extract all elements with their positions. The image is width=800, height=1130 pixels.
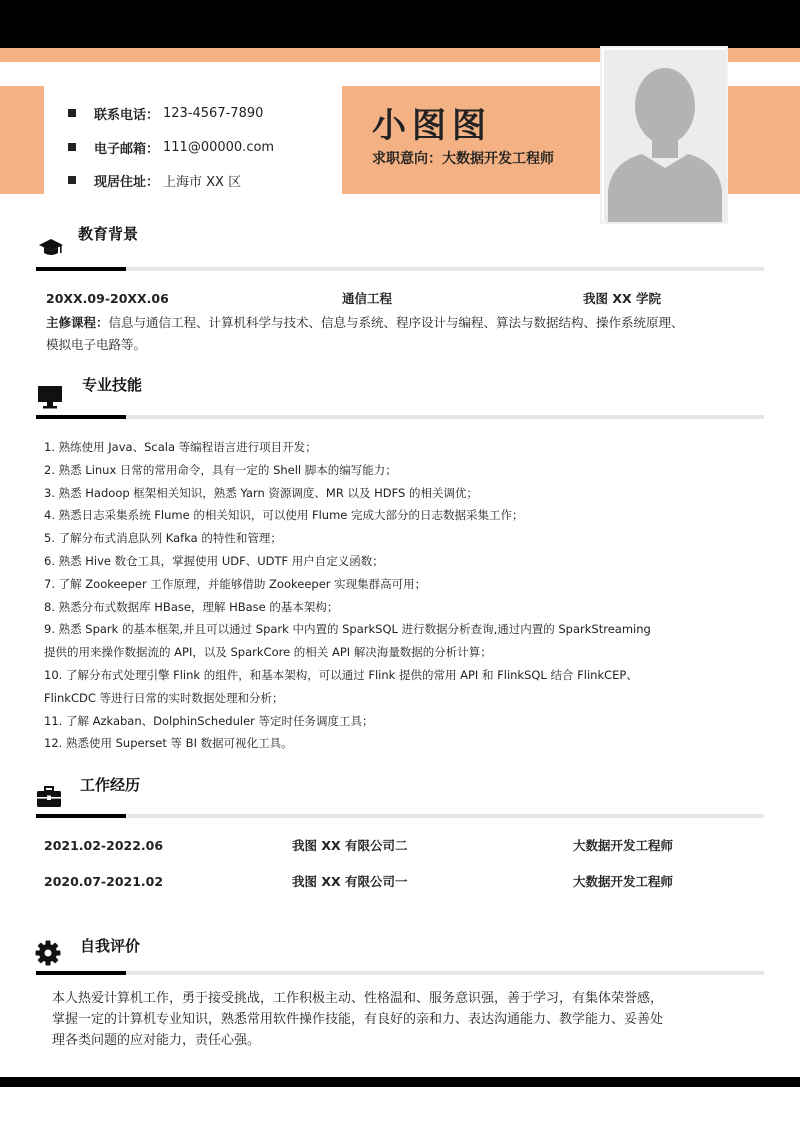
contact-value: 上海市 XX 区: [163, 174, 242, 190]
skill-item: 7. 了解 Zookeeper 工作原理，并能够借助 Zookeeper 实现集群高可用；: [44, 576, 427, 591]
skill-item: 5. 了解分布式消息队列 Kafka 的特性和管理；: [44, 531, 282, 546]
skill-item: 2. 熟悉 Linux 日常的常用命令，具有一定的 Shell 脚本的编写能力；: [44, 462, 397, 477]
bullet-square: [68, 176, 76, 184]
self-evaluation-text: [52, 988, 764, 1051]
work-role: 大数据开发工程师: [573, 838, 674, 853]
objective-label: 求职意向：: [372, 151, 442, 167]
section-divider: [36, 814, 764, 818]
contact-label: 电子邮箱：: [94, 141, 160, 157]
top-black-bar: [0, 0, 800, 48]
work-period: 2021.02-2022.06: [44, 838, 164, 853]
courses-label: 主修课程：: [46, 315, 109, 330]
contact-value: 123-4567-7890: [163, 105, 264, 121]
work-period: 2020.07-2021.02: [44, 874, 164, 889]
profile-photo: [604, 50, 726, 222]
skill-item: 6. 熟悉 Hive 数仓工具，掌握使用 UDF、UDTF 用户自定义函数；: [44, 553, 384, 568]
skill-item-cont: FlinkCDC 等进行日常的实时数据处理和分析；: [44, 690, 284, 705]
section-divider: [36, 415, 764, 419]
skill-item: 11. 了解 Azkaban、DolphinScheduler 等定时任务调度工具；: [44, 713, 374, 728]
skills-list: [44, 436, 764, 755]
bullet-square: [68, 143, 76, 151]
self-eval-line: 本人热爱计算机工作，勇于接受挑战，工作积极主动、性格温和、服务意识强，善于学习，有集体荣誉感，: [52, 991, 664, 1006]
candidate-name: 小图图: [372, 106, 492, 146]
section-title-skills: 专业技能: [82, 376, 143, 394]
section-divider-accent: [36, 267, 126, 271]
skill-item-cont: 提供的用来操作数据流的 API，以及 SparkCore 的相关 API 解决海量数据的分析计算；: [44, 645, 492, 660]
skill-item: 8. 熟悉分布式数据库 HBase，理解 HBase 的基本架构；: [44, 599, 339, 614]
monitor-icon: [37, 384, 63, 410]
bottom-black-bar: [0, 1077, 800, 1087]
gear-icon: [35, 940, 61, 966]
contact-value: 111@00000.com: [163, 139, 275, 155]
edu-courses-cont: 模拟电子电路等。: [46, 337, 147, 352]
skill-item: 9. 熟悉 Spark 的基本框架,并且可以通过 Spark 中内置的 SparkSQL 进行数据分析查询,通过内置的 SparkStreaming: [44, 622, 651, 637]
contact-address: [68, 168, 241, 192]
header-band-left: [0, 86, 44, 194]
job-objective: [372, 148, 554, 168]
bullet-square: [68, 109, 76, 117]
contact-label: 现居住址：: [94, 174, 160, 190]
section-title-self: 自我评价: [80, 937, 141, 955]
contact-label: 联系电话：: [94, 107, 160, 123]
work-company: 我图 XX 有限公司二: [292, 838, 408, 853]
edu-courses: [46, 311, 766, 334]
section-divider: [36, 267, 764, 271]
work-company: 我图 XX 有限公司一: [292, 874, 408, 889]
section-divider: [36, 971, 764, 975]
objective-value: 大数据开发工程师: [442, 151, 554, 167]
edu-school: 我图 XX 学院: [583, 291, 661, 306]
skill-item: 10. 了解分布式处理引擎 Flink 的组件，和基本架构，可以通过 Flink 提供的常用 API 和 FlinkSQL 结合 FlinkCEP、: [44, 667, 638, 682]
section-divider-accent: [36, 971, 126, 975]
edu-period: 20XX.09-20XX.06: [46, 291, 169, 306]
section-divider-accent: [36, 415, 126, 419]
self-eval-line: 理各类问题的应对能力，责任心强。: [52, 1033, 261, 1048]
section-divider-accent: [36, 814, 126, 818]
graduation-cap-icon: [38, 234, 64, 260]
section-title-education: 教育背景: [78, 225, 139, 243]
section-title-work: 工作经历: [80, 776, 141, 794]
contact-email: [68, 135, 274, 159]
profile-silhouette-icon: [604, 50, 726, 222]
skill-item: 4. 熟悉日志采集系统 Flume 的相关知识，可以使用 Flume 完成大部分的日志数据采集工作；: [44, 508, 524, 523]
self-eval-line: 掌握一定的计算机专业知识，熟悉常用软件操作技能，有良好的亲和力、表达沟通能力、教学能力、妥善处: [52, 1012, 664, 1027]
contact-phone: [68, 101, 263, 125]
briefcase-icon: [36, 784, 62, 810]
skill-item: 3. 熟悉 Hadoop 框架相关知识，熟悉 Yarn 资源调度、MR 以及 HDFS 的相关调优；: [44, 485, 479, 500]
work-role: 大数据开发工程师: [573, 874, 674, 889]
skill-item: 12. 熟悉使用 Superset 等 BI 数据可视化工具。: [44, 736, 293, 751]
courses-text: 信息与通信工程、计算机科学与技术、信息与系统、程序设计与编程、算法与数据结构、操作系统原理、: [108, 315, 684, 330]
edu-major: 通信工程: [342, 291, 393, 306]
skill-item: 1. 熟练使用 Java、Scala 等编程语言进行项目开发；: [44, 440, 317, 454]
